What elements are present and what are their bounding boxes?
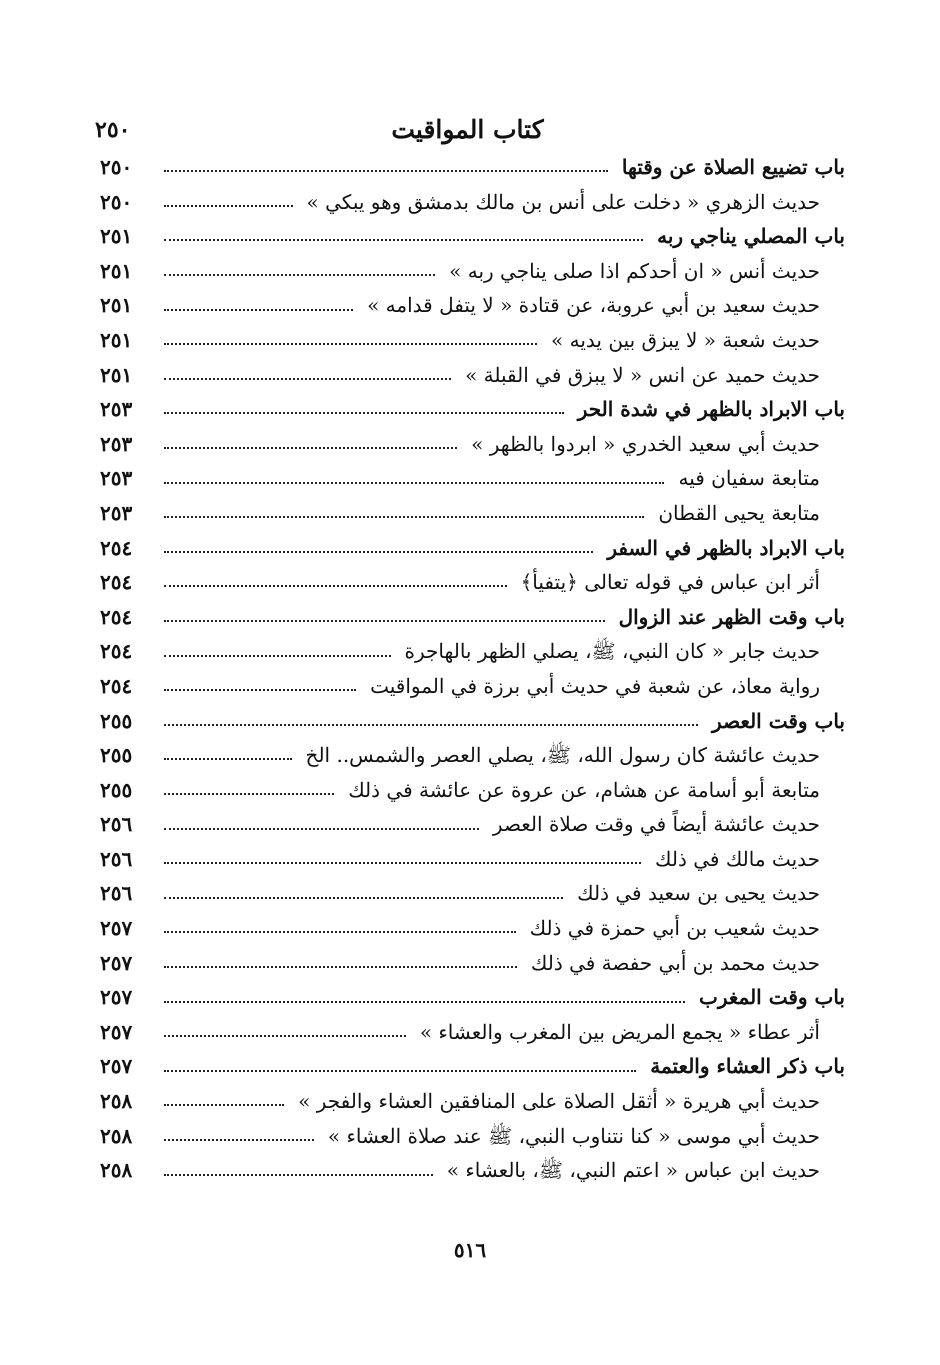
entry-page-number: ٢٥١: [100, 258, 133, 283]
toc-entry-row: [0, 634, 940, 669]
chapter-title: باب تضييع الصلاة عن وقتها: [621, 155, 845, 179]
entry-page-number: ٢٥١: [100, 293, 133, 318]
toc-entry: [150, 980, 845, 1015]
chapter-title: باب وقت المغرب: [699, 985, 845, 1010]
entry-page-number: ٢٥٦: [100, 846, 133, 871]
dot-leader: [164, 1104, 284, 1106]
dot-leader: [164, 828, 479, 830]
toc-entry: [150, 427, 820, 462]
dot-leader: [164, 585, 507, 587]
toc-entry-row: [0, 876, 940, 911]
entry-page-number: ٢٥٤: [100, 570, 133, 595]
page-header: [95, 110, 840, 150]
entry-page-number: ٢٥٥: [100, 777, 133, 802]
entry-page-number: ٢٥٨: [100, 1158, 133, 1183]
toc-entry: [150, 358, 820, 393]
page-number: ٥١٦: [453, 1238, 487, 1262]
toc-entry-row: [0, 427, 940, 462]
dot-leader: [164, 758, 292, 760]
toc-entry-row: [0, 911, 940, 946]
entry-title: أثر عطاء « يجمع المريض بين المغرب والعشاء »: [419, 1019, 820, 1044]
entry-page-number: ٢٥٦: [100, 812, 133, 837]
dot-leader: [164, 482, 664, 484]
toc-entry-row: [0, 807, 940, 842]
entry-title: حديث أنس « ان أحدكم اذا صلى يناجي ربه »: [449, 258, 820, 283]
dot-leader: [164, 793, 334, 795]
dot-leader: [164, 1001, 685, 1003]
dot-leader: [164, 239, 643, 241]
entry-title: متابعة سفيان فيه: [678, 466, 820, 491]
entry-page-number: ٢٥٨: [100, 1089, 133, 1114]
entry-title: حديث أبي موسى « كنا نتناوب النبي، ﷺ عند صلاة العشاء »: [327, 1123, 820, 1148]
toc-entry: [150, 496, 820, 531]
entry-page-number: ٢٥٥: [100, 708, 133, 733]
entry-page-number: ٢٥٧: [100, 985, 133, 1010]
toc-entry: [150, 219, 845, 254]
toc-entry: [150, 461, 820, 496]
toc-entry: [150, 323, 820, 358]
toc-entry: [150, 565, 820, 600]
toc-entry: [150, 634, 820, 669]
toc-entry: [150, 1049, 845, 1084]
dot-leader: [164, 412, 564, 414]
entry-page-number: ٢٥١: [100, 362, 133, 387]
dot-leader: [164, 655, 391, 657]
toc-entry-row: [0, 254, 940, 289]
entry-title: حديث يحيى بن سعيد في ذلك: [577, 881, 820, 906]
toc-chapter-row: [0, 531, 940, 566]
toc-entry-row: [0, 358, 940, 393]
toc-entry: [150, 1119, 820, 1154]
entry-page-number: ٢٥٤: [100, 639, 133, 664]
entry-title: حديث شعيب بن أبي حمزة في ذلك: [529, 916, 820, 941]
toc-entry: [150, 669, 820, 704]
dot-leader: [164, 447, 457, 449]
toc-entry-row: [0, 565, 940, 600]
entry-page-number: ٢٥٤: [100, 604, 133, 629]
toc-entry: [150, 704, 845, 739]
entry-title: حديث محمد بن أبي حفصة في ذلك: [530, 950, 820, 975]
entry-title: حديث الزهري « دخلت على أنس بن مالك بدمشق وهو يبكي »: [306, 189, 820, 214]
entry-page-number: ٢٥٤: [100, 673, 133, 698]
entry-title: متابعة يحيى القطان: [658, 500, 820, 525]
toc-entry-row: [0, 1084, 940, 1119]
toc-chapter-row: [0, 392, 940, 427]
toc-entry: [150, 1084, 820, 1119]
entry-title: حديث شعبة « لا يبزق بين يديه »: [551, 327, 820, 352]
toc-entry-row: [0, 1015, 940, 1050]
section-title-page-number: ٢٥٠: [95, 117, 131, 143]
dot-leader: [164, 1139, 314, 1141]
toc-entry-row: [0, 946, 940, 981]
section-title: كتاب المواقيت: [391, 115, 544, 144]
toc-entry: [150, 876, 820, 911]
entry-page-number: ٢٥٠: [100, 155, 133, 179]
toc-entry-row: [0, 773, 940, 808]
toc-entry: [150, 946, 820, 981]
dot-leader: [164, 170, 608, 172]
toc-entry: [150, 773, 820, 808]
toc-entry: [150, 1153, 820, 1188]
toc-entry: [150, 911, 820, 946]
entry-page-number: ٢٥٣: [100, 397, 133, 422]
toc-entry-row: [0, 461, 940, 496]
entry-page-number: ٢٥٦: [100, 881, 133, 906]
toc-entry-row: [0, 1153, 940, 1188]
entry-title: أثر ابن عباس في قوله تعالى ﴿يتفيأ﴾: [520, 570, 820, 595]
entry-page-number: ٢٥٨: [100, 1123, 133, 1148]
entry-title: حديث حميد عن انس « لا يبزق في القبلة »: [465, 362, 820, 387]
toc-entry: [150, 807, 820, 842]
dot-leader: [164, 1035, 406, 1037]
dot-leader: [164, 343, 537, 345]
toc-entry: [150, 600, 845, 635]
entry-page-number: ٢٥٣: [100, 500, 133, 525]
toc-entry-row: [0, 1119, 940, 1154]
entry-page-number: ٢٥٧: [100, 1019, 133, 1044]
toc-entry: [150, 254, 820, 289]
table-of-contents: [0, 150, 940, 1188]
toc-entry-row: [0, 669, 940, 704]
toc-entry: [150, 842, 820, 877]
entry-page-number: ٢٥٣: [100, 431, 133, 456]
toc-entry: [150, 531, 845, 566]
toc-chapter-row: [0, 980, 940, 1015]
toc-entry: [150, 392, 845, 427]
toc-entry-row: [0, 842, 940, 877]
toc-entry: [150, 738, 820, 773]
toc-entry-row: [0, 323, 940, 358]
toc-entry-row: [0, 185, 940, 220]
toc-chapter-row: [0, 150, 940, 185]
entry-title: حديث جابر « كان النبي، ﷺ، يصلي الظهر بالهاجرة: [404, 639, 820, 664]
toc-entry: [150, 1015, 820, 1050]
dot-leader: [164, 551, 593, 553]
entry-page-number: ٢٥٥: [100, 743, 133, 768]
dot-leader: [164, 966, 517, 968]
entry-page-number: ٢٥٠: [100, 189, 133, 214]
entry-title: حديث عائشة أيضاً في وقت صلاة العصر: [492, 812, 820, 837]
entry-title: حديث أبي هريرة « أثقل الصلاة على المنافقين العشاء والفجر »: [298, 1089, 820, 1114]
dot-leader: [164, 378, 451, 380]
chapter-title: باب ذكر العشاء والعتمة: [650, 1054, 845, 1079]
entry-title: رواية معاذ، عن شعبة في حديث أبي برزة في المواقيت: [370, 673, 820, 698]
chapter-title: باب وقت الظهر عند الزوال: [618, 604, 845, 629]
entry-page-number: ٢٥١: [100, 327, 133, 352]
entry-page-number: ٢٥٧: [100, 916, 133, 941]
entry-title: حديث ابن عباس « اعتم النبي، ﷺ، بالعشاء »: [446, 1158, 820, 1183]
toc-entry: [150, 185, 820, 220]
dot-leader: [164, 931, 516, 933]
toc-chapter-row: [0, 1049, 940, 1084]
dot-leader: [164, 1070, 636, 1072]
toc-chapter-row: [0, 219, 940, 254]
toc-chapter-row: [0, 600, 940, 635]
toc-entry-row: [0, 496, 940, 531]
entry-page-number: ٢٥٤: [100, 535, 133, 560]
dot-leader: [164, 689, 356, 691]
toc-entry-row: [0, 288, 940, 323]
entry-title: حديث عائشة كان رسول الله، ﷺ، يصلي العصر والشمس.. الخ: [305, 743, 820, 768]
dot-leader: [164, 897, 563, 899]
entry-page-number: ٢٥٣: [100, 466, 133, 491]
chapter-title: باب المصلي يناجي ربه: [657, 224, 845, 249]
toc-entry: [150, 150, 845, 185]
dot-leader: [164, 516, 644, 518]
toc-entry: [150, 288, 820, 323]
entry-title: حديث سعيد بن أبي عروبة، عن قتادة « لا يتفل قدامه »: [367, 293, 820, 318]
dot-leader: [164, 274, 435, 276]
entry-title: متابعة أبو أسامة عن هشام، عن عروة عن عائشة في ذلك: [348, 777, 820, 802]
dot-leader: [164, 724, 698, 726]
dot-leader: [164, 1174, 433, 1176]
dot-leader: [164, 862, 641, 864]
entry-page-number: ٢٥٧: [100, 950, 133, 975]
chapter-title: باب الابراد بالظهر في السفر: [607, 535, 845, 560]
toc-chapter-row: [0, 704, 940, 739]
entry-title: حديث أبي سعيد الخدري « ابردوا بالظهر »: [471, 431, 820, 456]
entry-page-number: ٢٥١: [100, 224, 133, 249]
dot-leader: [164, 309, 353, 311]
chapter-title: باب الابراد بالظهر في شدة الحر: [577, 397, 845, 422]
toc-entry-row: [0, 738, 940, 773]
chapter-title: باب وقت العصر: [712, 708, 845, 733]
entry-page-number: ٢٥٧: [100, 1054, 133, 1079]
dot-leader: [164, 620, 605, 622]
dot-leader: [164, 205, 293, 207]
entry-title: حديث مالك في ذلك: [655, 846, 820, 871]
